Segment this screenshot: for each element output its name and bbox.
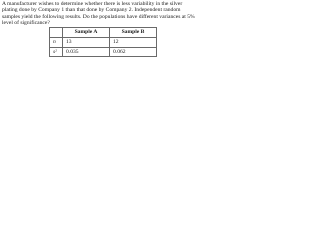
table-row-n (50, 37, 157, 47)
row-label-variance: s² (50, 47, 63, 57)
question-text: A manufacturer wishes to determine whether there is less variability in the silver plating done by Company 1 than that done by Company 2. Independent random samples yield the following results. Do the populations have different variances at 5% level of significance? (2, 1, 195, 26)
table-row-variance (50, 47, 157, 57)
sample-a-variance-value: 0.035 (63, 47, 110, 57)
sample-b-header: Sample B (110, 28, 157, 38)
table-corner-cell (50, 28, 63, 38)
sample-a-header: Sample A (63, 28, 110, 38)
sample-data-table (49, 27, 157, 57)
row-label-n: n (50, 37, 63, 47)
sample-a-n-value: 13 (63, 37, 110, 47)
table-header-row (50, 28, 157, 38)
sample-b-n-value: 12 (110, 37, 157, 47)
sample-b-variance-value: 0.062 (110, 47, 157, 57)
